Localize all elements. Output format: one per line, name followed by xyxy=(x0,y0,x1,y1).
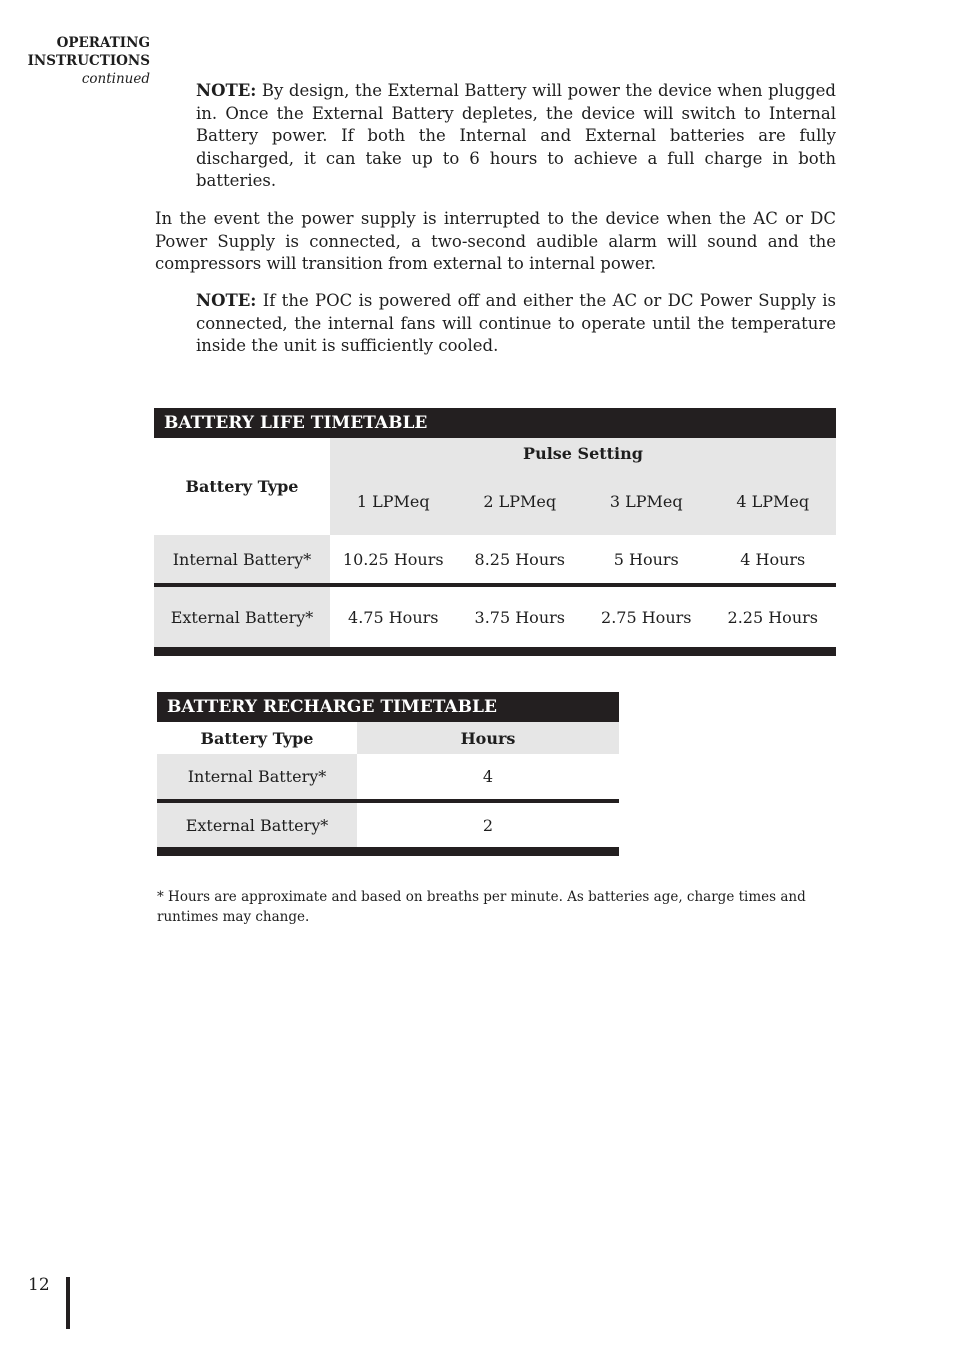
table-row xyxy=(154,585,836,652)
hours-cell: 3.75 Hours xyxy=(457,585,584,652)
note-label: NOTE: xyxy=(196,291,257,310)
footnote: * Hours are approximate and based on breaths per minute. As batteries age, charge times and runtimes may change. xyxy=(157,889,806,925)
hours-cell: 8.25 Hours xyxy=(457,535,584,585)
section-header-continued: continued xyxy=(81,71,150,87)
note-label: NOTE: xyxy=(196,81,257,100)
table-row xyxy=(157,754,619,801)
page-number: 12 xyxy=(28,1275,50,1295)
battery-type-cell: Internal Battery* xyxy=(157,754,357,801)
hours-cell: 2 xyxy=(357,801,619,852)
pulse-setting-header: Pulse Setting xyxy=(330,438,836,468)
battery-recharge-title: BATTERY RECHARGE TIMETABLE xyxy=(157,692,619,722)
hours-cell: 5 Hours xyxy=(583,535,710,585)
hours-header: Hours xyxy=(357,722,619,754)
battery-type-cell: Internal Battery* xyxy=(154,535,330,585)
section-header-line2: INSTRUCTIONS xyxy=(27,53,150,69)
note-external-battery xyxy=(196,80,836,193)
table-row xyxy=(157,801,619,852)
battery-recharge-table xyxy=(157,692,619,856)
battery-life-table xyxy=(154,408,836,656)
battery-life-title: BATTERY LIFE TIMETABLE xyxy=(154,408,836,438)
section-header xyxy=(10,34,150,88)
hours-cell: 4.75 Hours xyxy=(330,585,457,652)
battery-type-header: Battery Type xyxy=(185,477,299,496)
hours-cell: 2.25 Hours xyxy=(710,585,837,652)
note-internal-fans xyxy=(196,290,836,358)
section-header-line1: OPERATING xyxy=(56,35,150,51)
hours-cell: 4 xyxy=(357,754,619,801)
note-text: By design, the External Battery will power the device when plugged in. Once the External Battery depletes, the device will switch to Internal Battery power. If both the Internal and External batteries are fully discharged, it can take up to 6 hours to achieve a full charge in both batteries. xyxy=(196,81,836,190)
hours-cell: 4 Hours xyxy=(710,535,837,585)
setting-header: 2 LPMeq xyxy=(457,468,584,535)
battery-type-cell: External Battery* xyxy=(157,801,357,852)
table-row xyxy=(154,535,836,585)
hours-cell: 2.75 Hours xyxy=(583,585,710,652)
hours-cell: 10.25 Hours xyxy=(330,535,457,585)
setting-header: 1 LPMeq xyxy=(330,468,457,535)
battery-type-cell: External Battery* xyxy=(154,585,330,652)
setting-header: 3 LPMeq xyxy=(583,468,710,535)
power-interruption-paragraph: In the event the power supply is interrupted to the device when the AC or DC Power Supply is connected, a two-second audible alarm will sound and the compressors will transition from external to internal power. xyxy=(155,209,836,273)
battery-type-header: Battery Type xyxy=(200,728,314,748)
note-text: If the POC is powered off and either the AC or DC Power Supply is connected, the internal fans will continue to operate until the temperature inside the unit is sufficiently cooled. xyxy=(196,291,836,355)
setting-header: 4 LPMeq xyxy=(710,468,837,535)
page-number-rule xyxy=(66,1277,70,1329)
